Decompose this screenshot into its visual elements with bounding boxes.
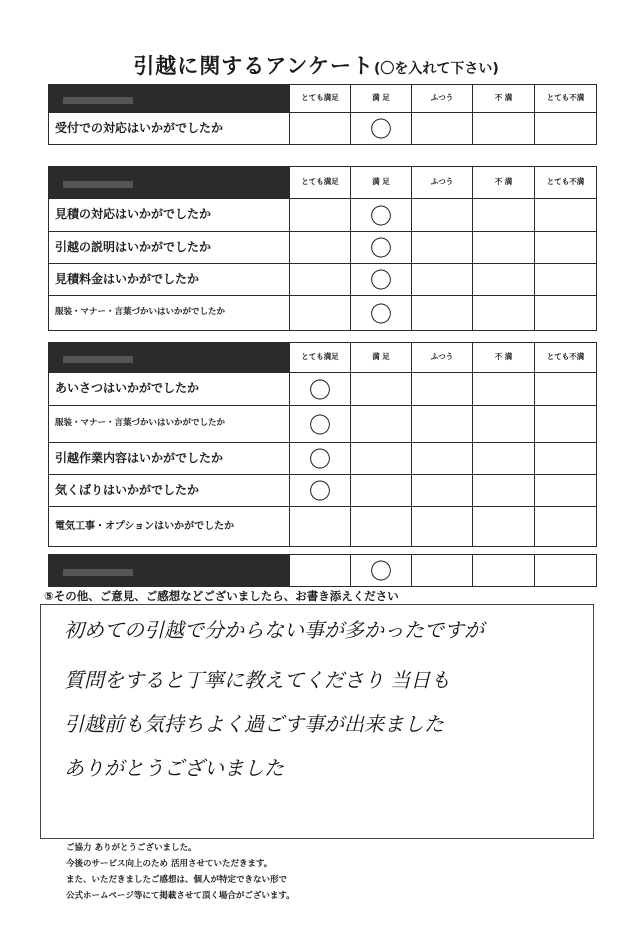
answer-cell[interactable] bbox=[412, 555, 473, 587]
answer-cell[interactable] bbox=[473, 296, 535, 331]
answer-cell[interactable] bbox=[535, 232, 597, 264]
circle-mark[interactable]: 〇 bbox=[351, 232, 412, 264]
answer-cell[interactable] bbox=[351, 507, 412, 547]
answer-cell[interactable] bbox=[535, 507, 597, 547]
answer-cell[interactable] bbox=[412, 443, 473, 475]
answer-cell[interactable] bbox=[290, 113, 351, 145]
answer-cell[interactable] bbox=[290, 555, 351, 587]
header-unsatisfied: 不 満 bbox=[473, 85, 535, 113]
answer-cell[interactable] bbox=[351, 443, 412, 475]
answer-cell[interactable] bbox=[290, 264, 351, 296]
header-very-satisfied: とても満足 bbox=[290, 85, 351, 113]
question-label: 服装・マナー・言葉づかいはいかがでしたか bbox=[49, 296, 290, 331]
circle-mark[interactable]: 〇 bbox=[290, 406, 351, 443]
section-header-redacted bbox=[49, 167, 290, 199]
answer-cell[interactable] bbox=[535, 475, 597, 507]
answer-cell[interactable] bbox=[535, 406, 597, 443]
answer-cell[interactable] bbox=[412, 232, 473, 264]
section-moving-work bbox=[48, 342, 597, 547]
answer-cell[interactable] bbox=[535, 199, 597, 232]
header-satisfied: 満 足 bbox=[351, 85, 412, 113]
answer-cell[interactable] bbox=[412, 264, 473, 296]
header-very-unsatisfied: とても不満 bbox=[535, 343, 597, 373]
answer-cell[interactable] bbox=[290, 199, 351, 232]
footer-line: ご協力 ありがとうございました。 bbox=[66, 843, 197, 853]
answer-cell[interactable] bbox=[535, 113, 597, 145]
header-normal: ふつう bbox=[412, 85, 473, 113]
answer-cell[interactable] bbox=[535, 555, 597, 587]
title-main: 引越に関するアンケート bbox=[133, 54, 374, 78]
question-label: 見積の対応はいかがでしたか bbox=[49, 199, 290, 232]
comment-heading: ⑤その他、ご意見、ご感想などございましたら、お書き添えください bbox=[44, 589, 399, 603]
question-label: 服装・マナー・言葉づかいはいかがでしたか bbox=[49, 406, 290, 443]
header-very-satisfied: とても満足 bbox=[290, 167, 351, 199]
circle-mark[interactable]: 〇 bbox=[290, 373, 351, 406]
answer-cell[interactable] bbox=[290, 296, 351, 331]
section-header-redacted bbox=[49, 343, 290, 373]
footer-line: 今後のサービス向上のため 活用させていただきます。 bbox=[66, 859, 273, 869]
section-overall bbox=[48, 554, 597, 587]
header-unsatisfied: 不 満 bbox=[473, 343, 535, 373]
header-satisfied: 満 足 bbox=[351, 343, 412, 373]
answer-cell[interactable] bbox=[535, 264, 597, 296]
circle-mark[interactable]: 〇 bbox=[351, 113, 412, 145]
circle-mark[interactable]: 〇 bbox=[351, 199, 412, 232]
question-label: 引越の説明はいかがでしたか bbox=[49, 232, 290, 264]
header-very-unsatisfied: とても不満 bbox=[535, 167, 597, 199]
answer-cell[interactable] bbox=[473, 264, 535, 296]
answer-cell[interactable] bbox=[290, 507, 351, 547]
answer-cell[interactable] bbox=[535, 443, 597, 475]
answer-cell[interactable] bbox=[473, 507, 535, 547]
answer-cell[interactable] bbox=[351, 406, 412, 443]
circle-mark[interactable]: 〇 bbox=[351, 555, 412, 587]
answer-cell[interactable] bbox=[412, 507, 473, 547]
handwritten-line: 質問をすると丁寧に教えてくださり 当日も bbox=[64, 668, 451, 692]
answer-cell[interactable] bbox=[290, 232, 351, 264]
footer-line: 公式ホームページ等にて掲載させて頂く場合がございます。 bbox=[66, 891, 295, 901]
question-label: 受付での対応はいかがでしたか bbox=[49, 113, 290, 145]
title-sub: (〇を入れて下さい) bbox=[373, 61, 499, 77]
header-normal: ふつう bbox=[412, 167, 473, 199]
answer-cell[interactable] bbox=[412, 296, 473, 331]
question-label: 気くばりはいかがでしたか bbox=[49, 475, 290, 507]
section-header-redacted bbox=[49, 555, 290, 587]
question-label: 引越作業内容はいかがでしたか bbox=[49, 443, 290, 475]
answer-cell[interactable] bbox=[473, 443, 535, 475]
answer-cell[interactable] bbox=[473, 555, 535, 587]
section-reception bbox=[48, 84, 597, 145]
circle-mark[interactable]: 〇 bbox=[290, 475, 351, 507]
answer-cell[interactable] bbox=[412, 406, 473, 443]
circle-mark[interactable]: 〇 bbox=[290, 443, 351, 475]
answer-cell[interactable] bbox=[412, 113, 473, 145]
answer-cell[interactable] bbox=[412, 475, 473, 507]
header-unsatisfied: 不 満 bbox=[473, 167, 535, 199]
answer-cell[interactable] bbox=[351, 373, 412, 406]
header-satisfied: 満 足 bbox=[351, 167, 412, 199]
circle-mark[interactable]: 〇 bbox=[351, 296, 412, 331]
header-very-unsatisfied: とても不満 bbox=[535, 85, 597, 113]
section-header-redacted bbox=[49, 85, 290, 113]
answer-cell[interactable] bbox=[412, 373, 473, 406]
section-estimate bbox=[48, 166, 597, 331]
answer-cell[interactable] bbox=[473, 199, 535, 232]
answer-cell[interactable] bbox=[473, 113, 535, 145]
footer-line: また、いただきましたご感想は、個人が特定できない形で bbox=[66, 875, 288, 885]
answer-cell[interactable] bbox=[412, 199, 473, 232]
question-label: あいさつはいかがでしたか bbox=[49, 373, 290, 406]
answer-cell[interactable] bbox=[473, 475, 535, 507]
survey-title bbox=[0, 50, 632, 80]
question-label: 見積料金はいかがでしたか bbox=[49, 264, 290, 296]
answer-cell[interactable] bbox=[351, 475, 412, 507]
handwritten-line: 引越前も気持ちよく過ごす事が出来ました bbox=[64, 712, 444, 736]
header-normal: ふつう bbox=[412, 343, 473, 373]
answer-cell[interactable] bbox=[535, 296, 597, 331]
answer-cell[interactable] bbox=[473, 406, 535, 443]
answer-cell[interactable] bbox=[473, 232, 535, 264]
circle-mark[interactable]: 〇 bbox=[351, 264, 412, 296]
answer-cell[interactable] bbox=[535, 373, 597, 406]
handwritten-line: 初めての引越で分からない事が多かったですが bbox=[64, 618, 484, 642]
handwritten-line: ありがとうございました bbox=[64, 756, 284, 780]
answer-cell[interactable] bbox=[473, 373, 535, 406]
header-very-satisfied: とても満足 bbox=[290, 343, 351, 373]
question-label: 電気工事・オプションはいかがでしたか bbox=[49, 507, 290, 547]
